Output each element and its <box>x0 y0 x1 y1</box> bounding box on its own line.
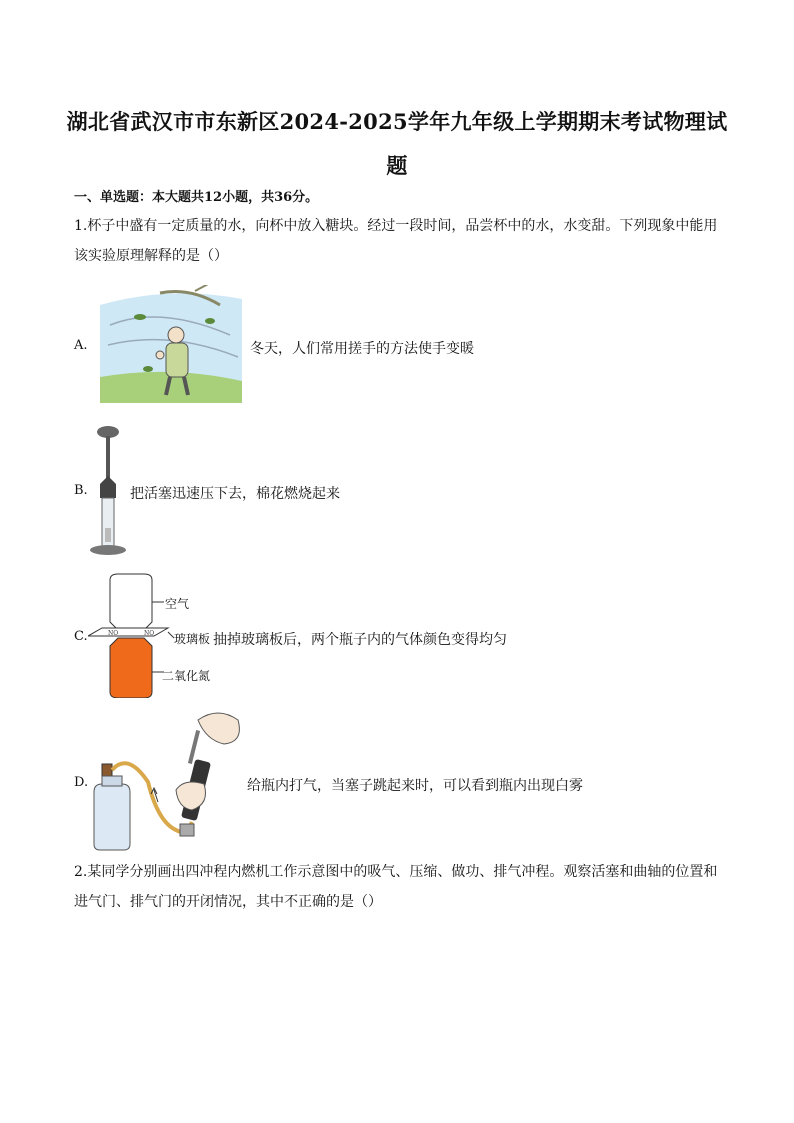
option-b-text: 把活塞迅速压下去，棉花燃烧起来 <box>130 486 340 502</box>
option-d-text: 给瓶内打气，当塞子跳起来时，可以看到瓶内出现白雾 <box>247 778 583 794</box>
question-1-stem: 1.杯子中盛有一定质量的水，向杯中放入糖块。经过一段时间，品尝杯中的水，水变甜。下列现象中能用该实验原理解释的是（） <box>74 218 718 264</box>
option-d-figure <box>88 712 248 854</box>
option-b-letter: B. <box>74 483 88 498</box>
option-c-text: 抽掉玻璃板后，两个瓶子内的气体颜色变得均匀 <box>213 632 507 648</box>
option-a-letter: A. <box>74 338 88 353</box>
question-2-stem: 2.某同学分别画出四冲程内燃机工作示意图中的吸气、压缩、做功、排气冲程。观察活塞和曲轴的位置和进气门、排气门的开闭情况，其中不正确的是（） <box>74 864 718 910</box>
label-nitrogen-dioxide: 二氧化氮 <box>162 669 211 683</box>
svg-text:NO: NO <box>108 630 119 637</box>
label-glass-plate: 玻璃板 <box>174 632 211 646</box>
section-heading: 一、单选题：本大题共12小题，共36分。 <box>74 190 319 205</box>
svg-text:NO: NO <box>144 630 155 637</box>
option-a-figure <box>100 285 242 403</box>
page-title: 湖北省武汉市市东新区2024-2025学年九年级上学期期末考试物理试题 <box>66 109 728 178</box>
option-a-text: 冬天，人们常用搓手的方法使手变暖 <box>250 341 474 357</box>
option-d-letter: D. <box>74 775 89 790</box>
option-b-figure <box>88 424 128 558</box>
option-c-letter: C. <box>74 629 88 644</box>
label-air: 空气 <box>165 597 190 611</box>
